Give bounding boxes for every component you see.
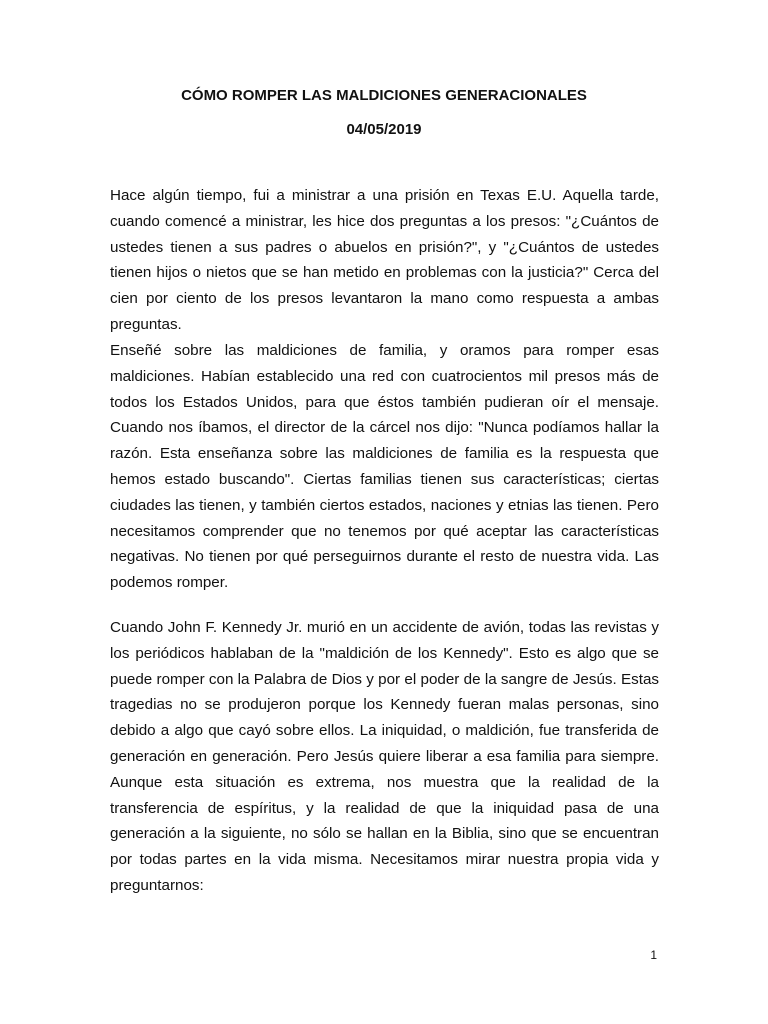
page-title: CÓMO ROMPER LAS MALDICIONES GENERACIONALES bbox=[181, 87, 587, 104]
document-date: 04/05/2019 bbox=[346, 121, 422, 138]
paragraph-2: Enseñé sobre las maldiciones de familia, y oramos para romper esas maldiciones. Habían establecido una red con cuatrocientos mil presos más de todos los Estados Unidos, para que éstos también pudieran oír el mensaje. Cuando nos íbamos, el director de la cárcel nos dijo: "Nunca podíamos hallar la razón. Esta enseñanza sobre las maldiciones de familia es la respuesta que hemos estado buscando". Ciertas familias tienen sus características; ciertas ciudades las tienen, y también ciertos estados, naciones y etnias las tienen. Pero necesitamos comprender que no tenemos por qué aceptar las características negativas. No tienen por qué perseguirnos durante el resto de nuestra vida. Las podemos romper. bbox=[110, 342, 659, 592]
paragraph-3: Cuando John F. Kennedy Jr. murió en un accidente de avión, todas las revistas y los periódicos hablaban de la "maldición de los Kennedy". Esto es algo que se puede romper con la Palabra de Dios y por el poder de la sangre de Jesús. Estas tragedias no se produjeron porque los Kennedy fueran malas personas, sino debido a algo que cayó sobre ellos. La iniquidad, o maldición, fue transferida de generación en generación. Pero Jesús quiere liberar a esa familia para siempre. Aunque esta situación es extrema, nos muestra que la realidad de la transferencia de espíritus, y la realidad de que la iniquidad pasa de una generación a la siguiente, no sólo se hallan en la Biblia, sino que se encuentran por todas partes en la vida misma. Necesitamos mirar nuestra propia vida y preguntarnos: bbox=[110, 619, 659, 894]
paragraph-1: Hace algún tiempo, fui a ministrar a una prisión en Texas E.U. Aquella tarde, cuando comencé a ministrar, les hice dos preguntas a los presos: "¿Cuántos de ustedes tienen a sus padres o abuelos en prisión?", y "¿Cuántos de ustedes tienen hijos o nietos que se han metido en problemas con la justicia?" Cerca del cien por ciento de los presos levantaron la mano como respuesta a ambas preguntas. bbox=[110, 187, 659, 333]
page-number: 1 bbox=[650, 948, 657, 962]
